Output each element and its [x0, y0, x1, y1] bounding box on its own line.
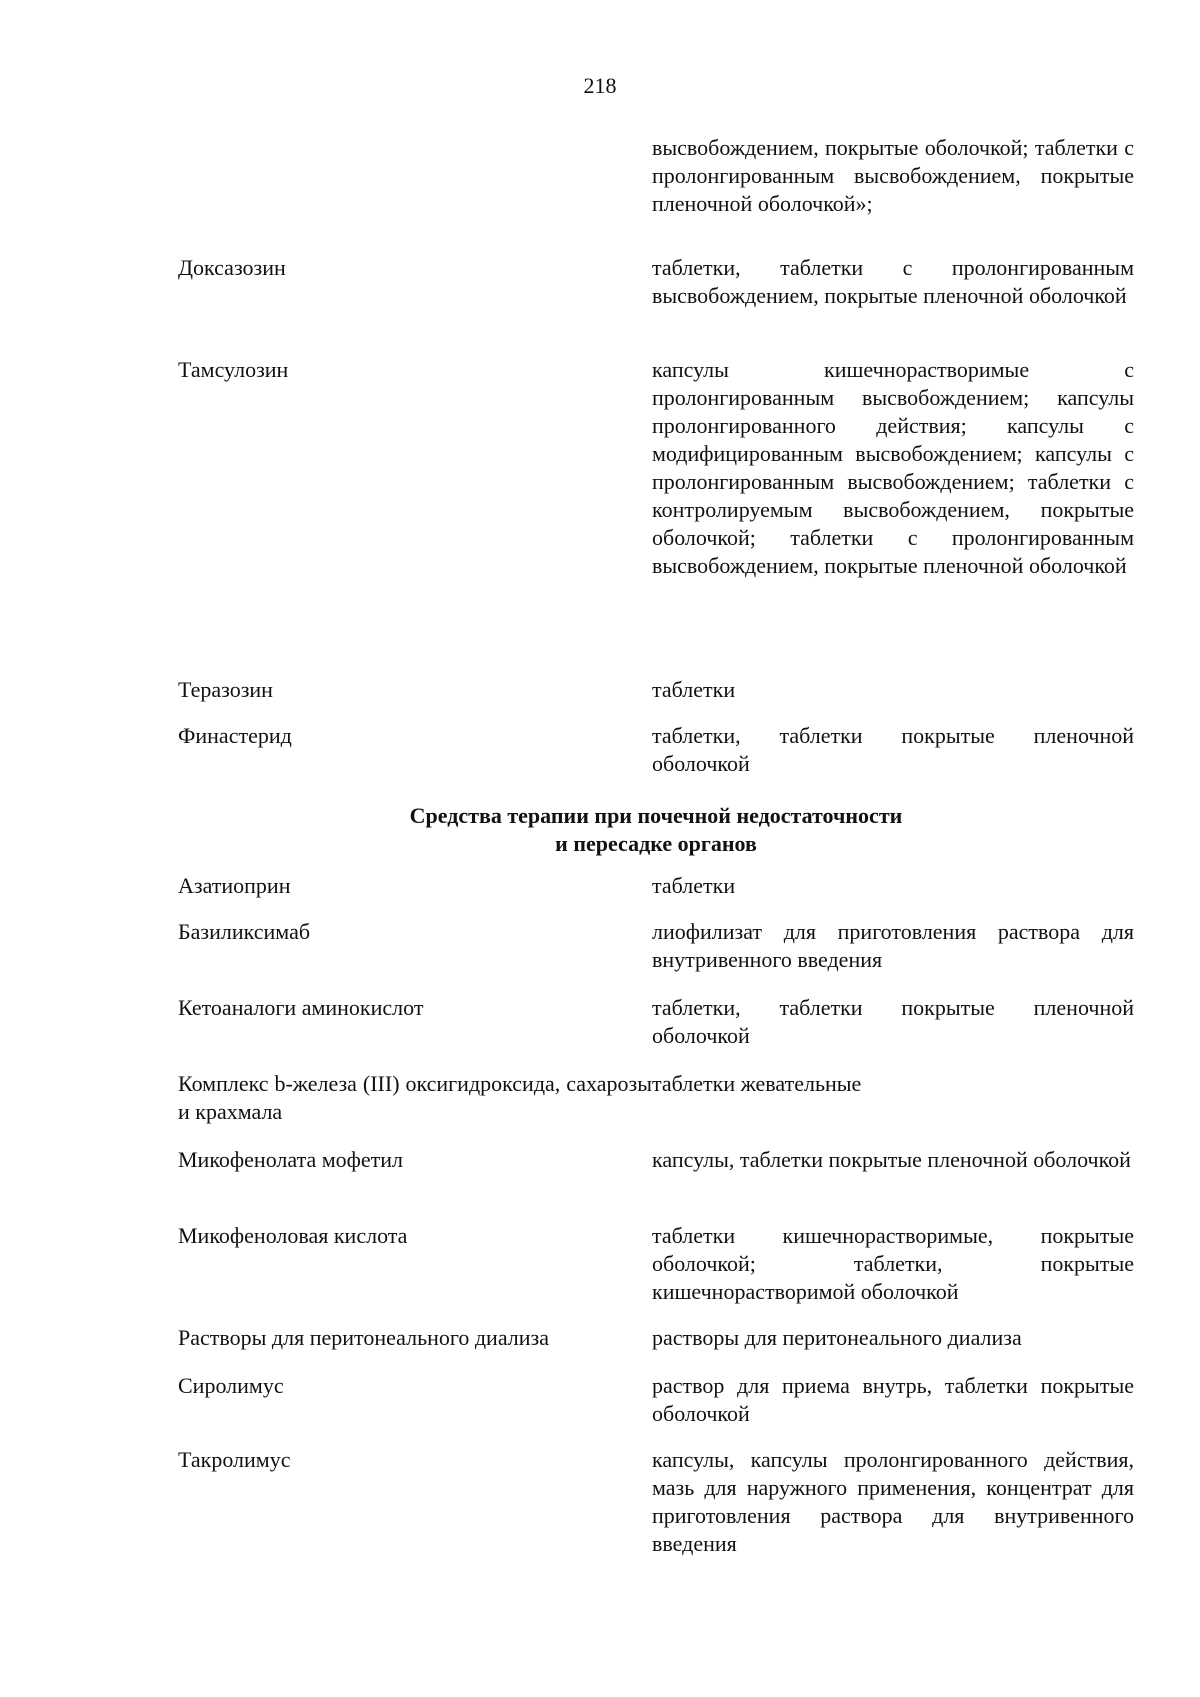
dosage-form: таблетки [652, 873, 736, 898]
table-row [178, 1446, 1134, 1566]
table-row [178, 1372, 1134, 1446]
drug-name: Растворы для перитонеального диализа [178, 1325, 549, 1350]
dosage-form: высвобождением, покрытые оболочкой; таблетки с пролонгированным высвобождением, покрытые пленочной оболочкой»; [652, 135, 1134, 216]
drug-name: Микофенолата мофетил [178, 1147, 404, 1172]
table-row [178, 254, 1134, 356]
drug-name: Теразозин [178, 677, 273, 702]
drug-name: Тамсулозин [178, 357, 289, 382]
section-title-line: Средства терапии при почечной недостаточности [409, 803, 903, 828]
dosage-form: таблетки, таблетки покрытые пленочной оболочкой [652, 995, 1134, 1048]
drug-name: Азатиоприн [178, 873, 291, 898]
table-row [178, 1146, 1134, 1222]
section-title-line: и пересадке органов [555, 831, 757, 856]
dosage-form: раствор для приема внутрь, таблетки покрытые оболочкой [652, 1373, 1134, 1426]
dosage-form: лиофилизат для приготовления раствора для внутривенного введения [652, 919, 1134, 972]
dosage-form: таблетки, таблетки с пролонгированным высвобождением, покрытые пленочной оболочкой [652, 255, 1134, 308]
table-row [178, 722, 1134, 802]
dosage-form: таблетки жевательные [652, 1071, 862, 1096]
dosage-form: таблетки [652, 677, 736, 702]
table-row [178, 1222, 1134, 1324]
section-title [178, 802, 1134, 872]
dosage-form: капсулы, таблетки покрытые пленочной оболочкой [652, 1147, 1131, 1172]
page-number: 218 [583, 73, 617, 98]
drug-name: Базиликсимаб [178, 919, 311, 944]
drug-name: Финастерид [178, 723, 292, 748]
drug-name: Такролимус [178, 1447, 291, 1472]
table-row [178, 676, 1134, 722]
drug-list [178, 134, 1134, 1566]
drug-name: Комплекс b-железа (III) оксигидроксида, сахарозы и крахмала [178, 1071, 652, 1124]
dosage-form: таблетки, таблетки покрытые пленочной оболочкой [652, 723, 1134, 776]
continuation-row [178, 134, 1134, 254]
table-row [178, 994, 1134, 1070]
dosage-form: капсулы кишечнорастворимые с пролонгированным высвобождением; капсулы пролонгированного действия; капсулы с модифицированным высвобождением; капсулы с пролонгированным высвобождением; таблетки с контролируемым высвобождением, покрытые оболочкой; таблетки с пролонгированным высвобождением, покрытые пленочной оболочкой [652, 357, 1134, 578]
table-row [178, 872, 1134, 918]
dosage-form: капсулы, капсулы пролонгированного действия, мазь для наружного применения, концентрат для приготовления раствора для внутривенного введения [652, 1447, 1134, 1556]
table-row [178, 918, 1134, 994]
drug-name: Микофеноловая кислота [178, 1223, 408, 1248]
drug-name: Кетоаналоги аминокислот [178, 995, 424, 1020]
dosage-form: таблетки кишечнорастворимые, покрытые оболочкой; таблетки, покрытые кишечнорастворимой оболочкой [652, 1223, 1134, 1304]
dosage-form: растворы для перитонеального диализа [652, 1325, 1022, 1350]
drug-name: Сиролимус [178, 1373, 284, 1398]
table-row [178, 356, 1134, 676]
table-row [178, 1070, 1134, 1146]
drug-name: Доксазозин [178, 255, 286, 280]
table-row [178, 1324, 1134, 1372]
